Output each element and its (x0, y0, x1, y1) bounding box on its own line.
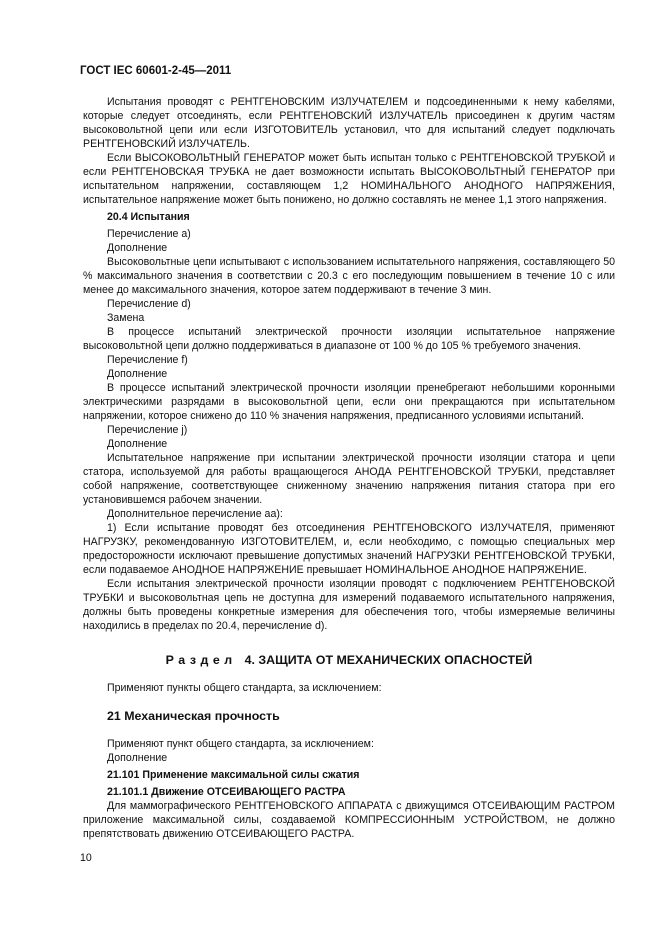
page-body (83, 95, 615, 841)
paragraph: В процессе испытаний электрической прочности изоляции пренебрегают небольшими коронными электрическими разрядами в высоковольтной цепи, если они прекращаются при испытательном напряжении, которое снижено до 110 % значения напряжения, предписанного условиями испытаний. (83, 382, 615, 422)
subclause-heading: 20.4 Испытания (107, 211, 190, 223)
paragraph: 1) Если испытание проводят без отсоединения РЕНТГЕНОВСКОГО ИЗЛУЧАТЕЛЯ, применяют НАГРУЗКУ, рекомендованную ИЗГОТОВИТЕЛЕМ, и, если необходимо, с помощью специальных мер предосторожности исключают превышение допустимых значений НАГРУЗКИ РЕНТГЕНОВСКОЙ ТРУБКИ, если подаваемое АНОДНОЕ НАПРЯЖЕНИЕ превышает НОМИНАЛЬНОЕ АНОДНОЕ НАПРЯЖЕНИЕ. (83, 522, 615, 576)
paragraph: Если ВЫСОКОВОЛЬТНЫЙ ГЕНЕРАТОР может быть испытан только с РЕНТГЕНОВСКОЙ ТРУБКОЙ и если РЕНТГЕНОВСКАЯ ТРУБКА не дает возможности испытать ВЫСОКОВОЛЬТНЫЙ ГЕНЕРАТОР при испытательном напряжении, составляющем 1,2 НОМИНАЛЬНОГО АНОДНОГО НАПРЯЖЕНИЯ, испытательное напряжение может быть понижено, но должно составлять не менее 1,1 этого напряжения. (83, 152, 615, 206)
paragraph: Испытательное напряжение при испытании электрической прочности изоляции статора и цепи статора, используемой для работы вращающегося АНОДА РЕНТГЕНОВСКОЙ ТРУБКИ, представляет собой напряжение, соответствующее сниженному значению напряжения питания статора при его установившемся рабочем значении. (83, 452, 615, 506)
paragraph: Перечисление d) (107, 298, 191, 310)
paragraph: Дополнительное перечисление аа): (107, 508, 283, 520)
subclause-heading: 21.101.1 Движение ОТСЕИВАЮЩЕГО РАСТРА (107, 786, 346, 798)
section-lead: Раздел (165, 653, 237, 667)
paragraph: Испытания проводят с РЕНТГЕНОВСКИМ ИЗЛУЧАТЕЛЕМ и подсоединенными к нему кабелями, которые следует отсоединять, если РЕНТГЕНОВСКИЙ ИЗЛУЧАТЕЛЬ присоединен к другим частям высоковольтной цепи или если ИЗГОТОВИТЕЛЬ установил, что для испытаний следует подключать РЕНТГЕНОВСКИЙ ИЗЛУЧАТЕЛЬ. (83, 96, 615, 150)
paragraph: Дополнение (107, 368, 168, 380)
section-title: 4. ЗАЩИТА ОТ МЕХАНИЧЕСКИХ ОПАСНОСТЕЙ (244, 653, 533, 667)
paragraph: Высоковольтные цепи испытывают с использованием испытательного напряжения, составляющего 50 % максимального значения в соответствии с 20.3 с его последующим повышением в течение 10 с или менее до максимального значения, которое затем поддерживают в течение 3 мин. (83, 256, 615, 296)
paragraph: Перечисление f) (107, 354, 188, 366)
paragraph: Если испытания электрической прочности изоляции проводят с подключением РЕНТГЕНОВСКОЙ ТРУБКИ и высоковольтная цепь не доступна для измерений подаваемого испытательного напряжения, должны быть проведены конкретные измерения для обеспечения того, чтобы измеряемые величины находились в пределах по 20.4, перечисление d). (83, 578, 615, 632)
paragraph: Дополнение (107, 438, 168, 450)
paragraph: Для маммографического РЕНТГЕНОВСКОГО АППАРАТА с движущимся ОТСЕИВАЮЩИМ РАСТРОМ приложение максимальной силы, создаваемой КОМПРЕССИОННЫМ УСТРОЙСТВОМ, не должно препятствовать движению ОТСЕИВАЮЩЕГО РАСТРА. (83, 800, 615, 840)
clause-heading: 21 Механическая прочность (107, 709, 280, 723)
paragraph: В процессе испытаний электрической прочности изоляции испытательное напряжение высоковольтной цепи должно поддерживаться в диапазоне от 100 % до 105 % требуемого значения. (83, 326, 615, 352)
document-header: ГОСТ IEC 60601-2-45—2011 (80, 65, 232, 77)
paragraph: Перечисление j) (107, 424, 188, 436)
paragraph: Применяют пункты общего стандарта, за исключением: (107, 682, 382, 694)
section-heading (83, 653, 615, 667)
paragraph: Перечисление а) (107, 228, 191, 240)
paragraph: Дополнение (107, 242, 168, 254)
paragraph: Дополнение (107, 752, 168, 764)
page-number: 10 (80, 852, 92, 864)
paragraph: Замена (107, 312, 145, 324)
paragraph: Применяют пункт общего стандарта, за исключением: (107, 738, 374, 750)
subclause-heading: 21.101 Применение максимальной силы сжатия (107, 769, 360, 781)
